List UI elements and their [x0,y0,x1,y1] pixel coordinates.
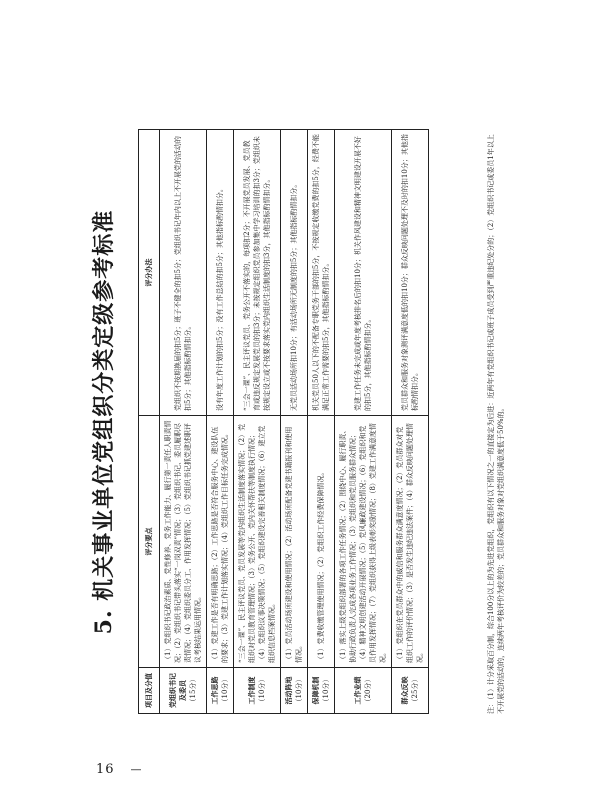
rotated-page-content [82,122,522,722]
item-score: （25分） [411,675,419,706]
key-points-cell: （1）党建工作是否有明确思路；（2）工作思路是否符合服务中心、建设队伍的要求；（3）党建工作计划落实情况；（4）党组织工作目标任务完成情况。 [207,416,234,668]
table-row [392,130,429,714]
key-points-cell: “三会一课”、民主评议党员、党员发展等党内组织生活制度落实情况；（2）党组织对党员教育管理情况；（3）党务公开、党内关怀帮扶等制度执行情况；（4）党组织议事决策情况；（5）党组织建设完善相关制度情况；（6）建立党组织信息档案情况。 [234,416,281,668]
table-footnote: 注：（1）计分采取百分制，综合100分以上的为先进党组织，党组织有以下情况之一的直接定为后进：近两年有党组织书记或班子成员受到严重违纪处分的；（2）党组织书记或委员1年以上不开展党的活动的，连续两年考核评价为较差的；党员群众和服务对象对党组织满意度低于50%的。 [487,134,505,714]
key-points-cell: （1）党员活动场所建设和使用情况；（2）活动场所配备党建书籍报刊和使用情况。 [281,416,308,668]
item-name: 活动阵地 [284,676,293,705]
item-cell [281,668,308,714]
item-score: （10分） [221,675,229,706]
item-name: 群众反映 [400,676,409,705]
header-key-points: 评分要点 [139,416,160,668]
item-cell [392,668,429,714]
item-cell [234,668,281,714]
item-score: （10分） [258,675,266,706]
item-name: 保障机制 [311,676,320,705]
table-row [207,130,234,714]
method-cell: 党员群众和服务对象测评满意度低的扣10分；群众反映问题处理不及时的扣10分；其他指标酌情扣分。 [392,130,429,416]
key-points-cell: （1）落实上级党组织部署的各项工作任务情况；（2）围绕中心、履行职责、协助行政负责人完成各项业务工作情况；（3）党组织和党员服务群众情况；（4）精神文明创建活动开展情况；（5）党风廉政建设情况；（6）党组织和党员作用发挥情况；（7）党组织获得上级表彰奖励情况；（8）党建工作满意度情况。 [335,416,392,668]
item-cell [335,668,392,714]
table-row [335,130,392,714]
method-cell: 无党员活动场所扣10分；有活动场所无制度的扣5分；其他指标酌情扣分。 [281,130,308,416]
item-name: 党组织书记及委员 [168,673,187,708]
page-number-dash: — [130,763,143,776]
method-cell: 机关党员50人以下的不配备专职党务干部的扣5分，不按规定收缴党费的扣5分，经费不能满足正常工作需要的扣5分，其他指标酌情扣分。 [308,130,335,416]
key-points-cell: （1）党费收缴管理使用情况；（2）党组织工作经费保障情况。 [308,416,335,668]
page-number: 16 [96,762,115,777]
table-header-row [139,130,160,714]
item-cell [160,668,207,714]
key-points-cell: （1）党组织在党员群众中的威信和服务群众满意度情况；（2）党员群众对党组织工作的评价情况；（3）是否发生违纪违法案件；（4）群众反映问题处理情况。 [392,416,429,668]
item-name: 工作业绩 [353,676,362,705]
item-score: （20分） [364,675,372,706]
method-cell: “三会一课”、民主评议党员、党务公开不落实的，每项扣2分；不开展党员发展、党员教育或违反规定发展党员的扣3分；未按规定组织党员参加集中学习培训的扣3分；党组织未按规定设立或不按要求落实党内组织生活制度的扣3分，其他指标酌情扣分。 [234,130,281,416]
item-score: （15分） [189,675,197,706]
table-row [160,130,207,714]
scoring-standards-table [138,129,429,714]
item-name: 工作制度 [247,676,256,705]
table-row [308,130,335,714]
item-score: （10分） [322,675,330,706]
item-cell [207,668,234,714]
method-cell: 党组织不按期换届的扣5分；班子不健全的扣5分；党组织书记年内以上不开展党的活动的扣5分；其他指标酌情扣分。 [160,130,207,416]
item-cell [308,668,335,714]
page-footer [96,762,143,777]
method-cell: 没有年度工作计划的扣5分；没有工作总结的扣5分；其他指标酌情扣分。 [207,130,234,416]
header-method: 评分办法 [139,130,160,416]
item-name: 工作思路 [210,676,219,705]
key-points-cell: （1）党组织书记政治素质、党性修养、党务工作能力、履行第一责任人职责情况；（2）党组织书记带头落实“一岗双责”情况；（3）党组织书记、委员履职尽责情况；（4）党组织委员分工、作用发挥情况；（5）党组织书记抓党建述职评议考核结果运用情况。 [160,416,207,668]
method-cell: 党建工作任务未完成或年度考核排名后的扣10分；机关作风建设和精神文明建设开展不好的扣5分，其他指标酌情扣分。 [335,130,392,416]
table-row [281,130,308,714]
table-row [234,130,281,714]
page-title: 5. 机关事业单位党组织分类定级参考标准 [91,209,117,635]
item-score: （10分） [295,675,303,706]
header-item: 项目及分值 [139,668,160,714]
